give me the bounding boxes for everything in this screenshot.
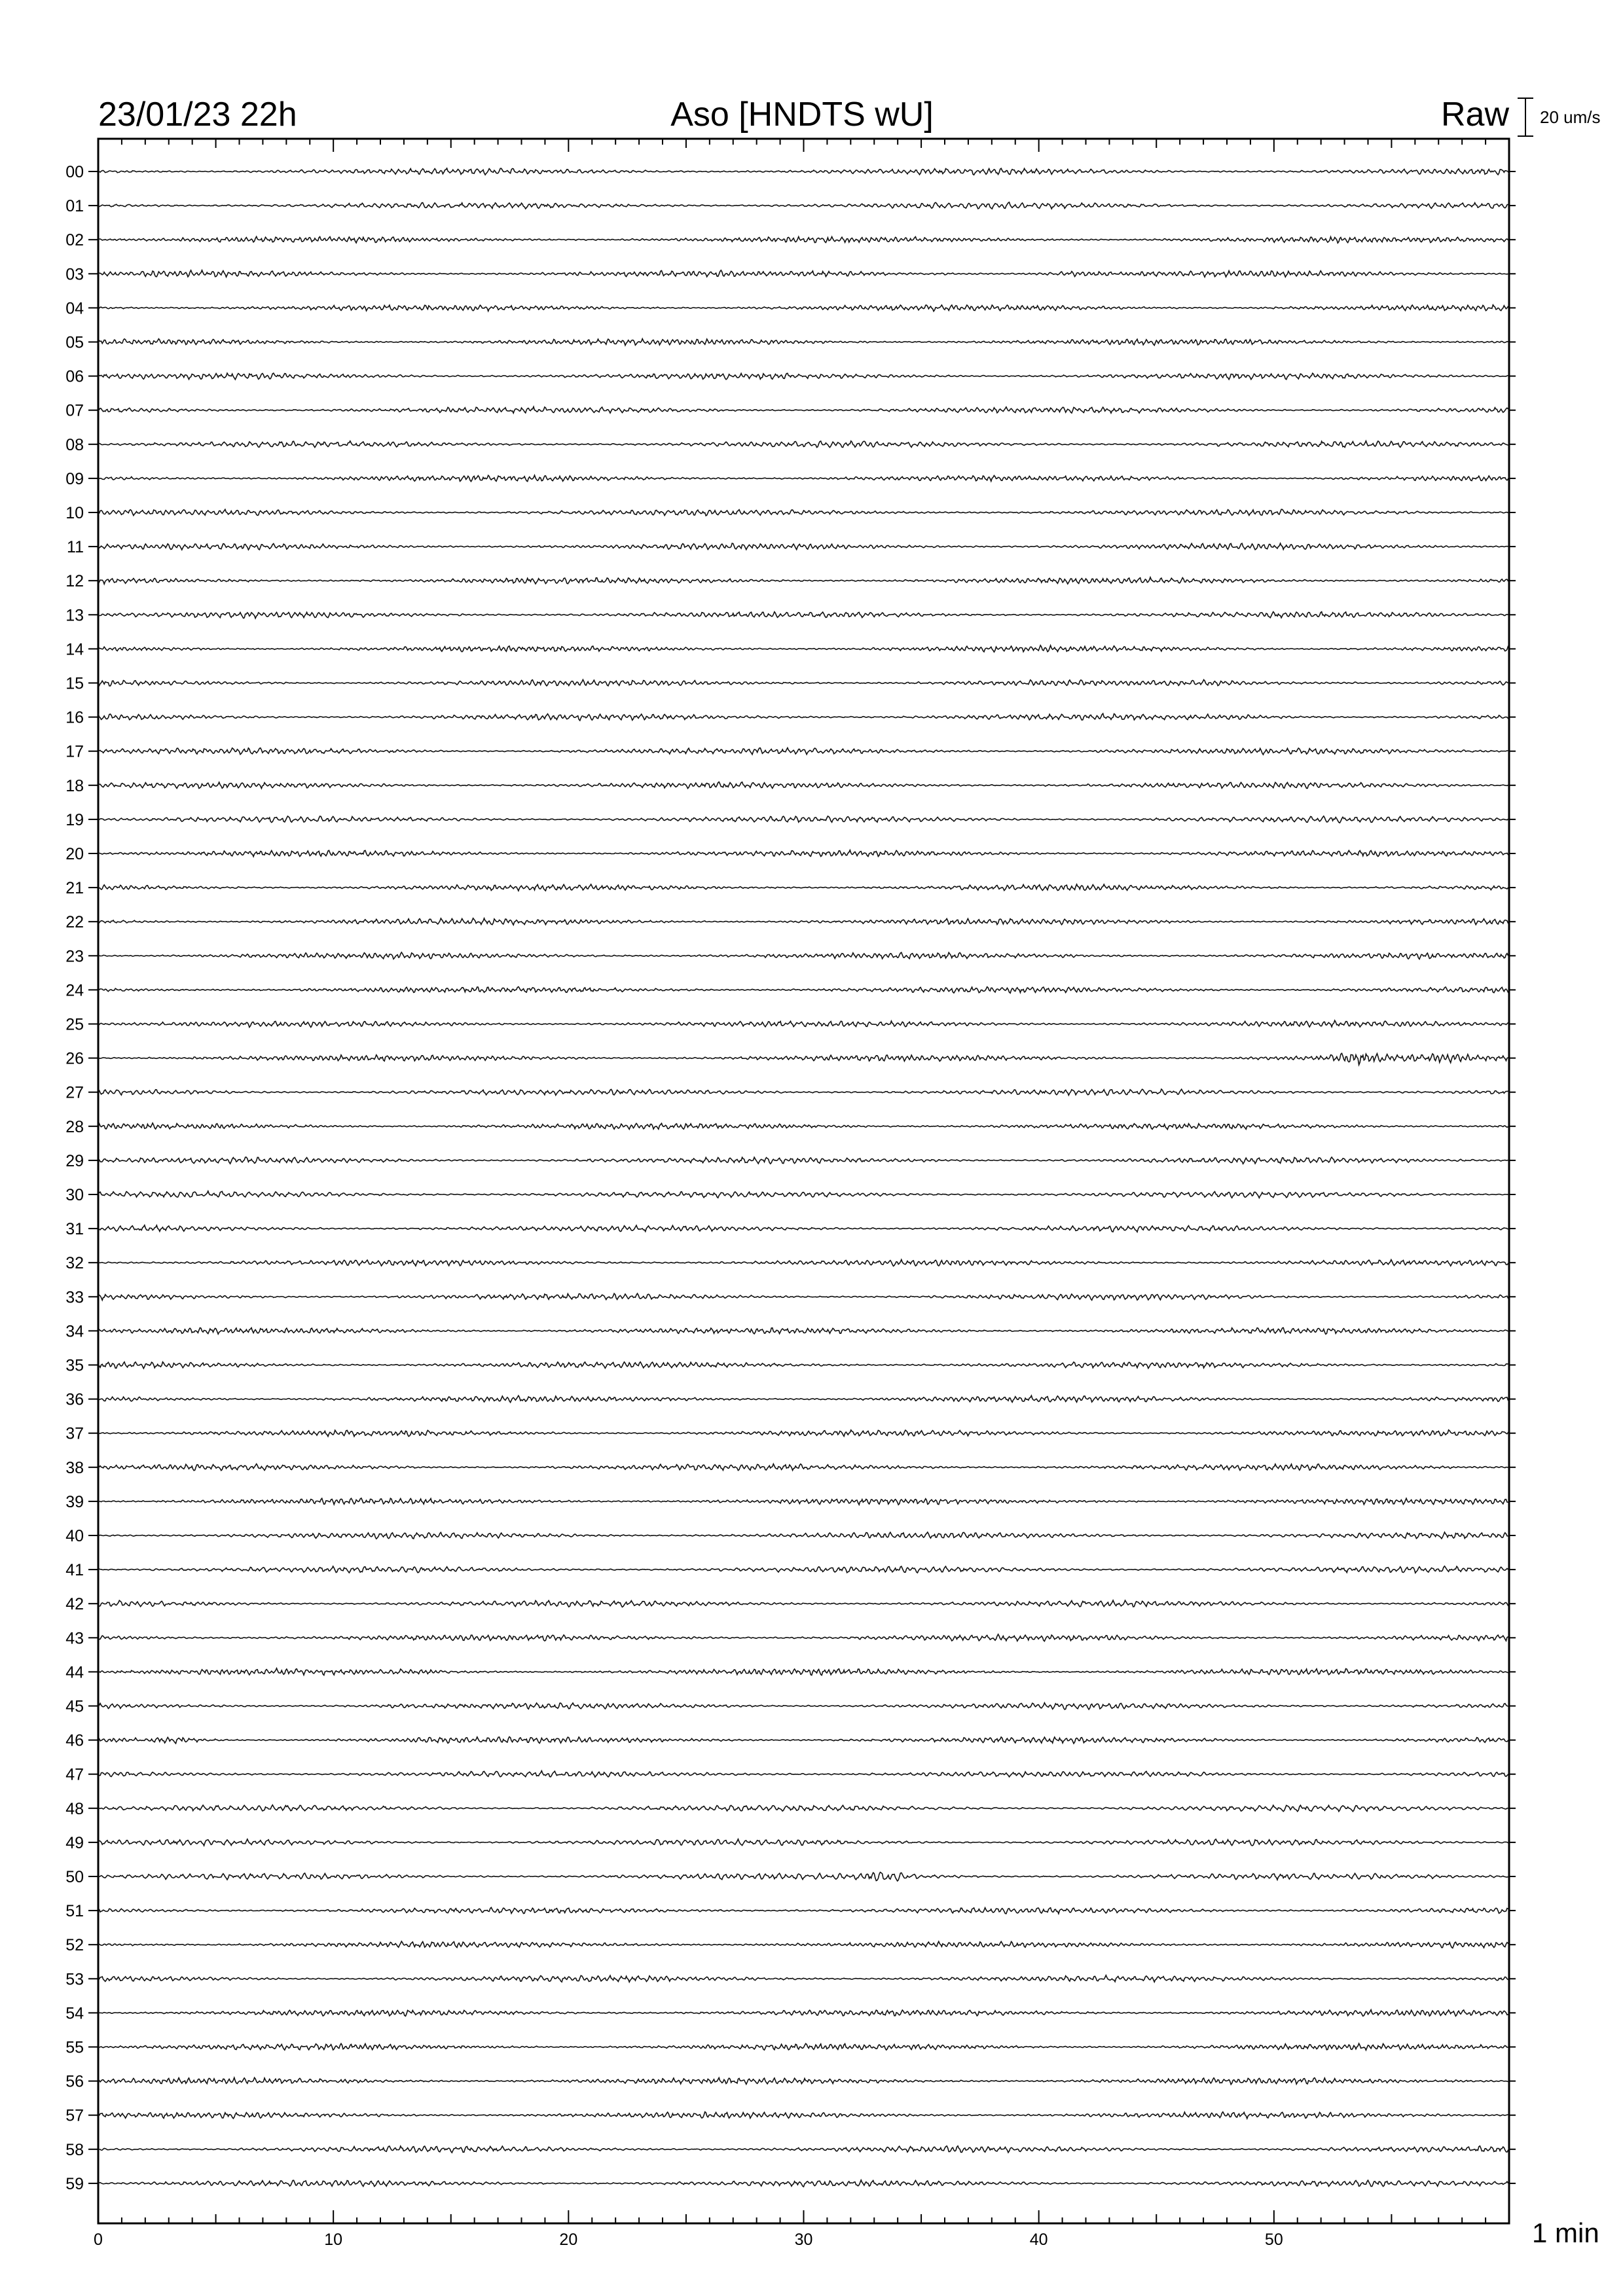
seismic-traces [98,168,1509,2187]
trace-row [98,373,1509,380]
trace-row [98,1703,1509,1710]
trace-row [98,509,1509,516]
row-label: 59 [65,2174,84,2193]
row-label: 33 [65,1288,84,1307]
row-label: 11 [67,538,84,557]
trace-row [98,748,1509,755]
row-label: 10 [65,504,84,522]
trace-row [98,816,1509,823]
x-tick-label: 20 [559,2231,578,2249]
row-label: 47 [65,1765,84,1784]
trace-row [98,2112,1509,2119]
row-label: 20 [65,845,84,863]
bottom-minute-ticks [98,2210,1509,2223]
row-label: 18 [65,776,84,795]
row-label: 44 [65,1663,84,1682]
trace-row [98,2180,1509,2187]
x-tick-label: 10 [324,2231,343,2249]
trace-row [98,2010,1509,2017]
trace-row [98,850,1509,857]
trace-row [98,1053,1509,1065]
row-label: 35 [65,1356,84,1375]
trace-row [98,713,1509,721]
row-label: 34 [65,1322,84,1341]
trace-row [98,782,1509,789]
row-label: 12 [65,572,84,591]
row-label: 08 [65,435,84,454]
trace-row [98,1941,1509,1948]
x-tick-label: 30 [794,2231,813,2249]
trace-row [98,1362,1509,1369]
x-tick-label: 0 [94,2231,103,2249]
trace-row [98,475,1509,482]
trace-row [98,884,1509,891]
row-label: 58 [65,2140,84,2159]
row-label: 50 [65,1868,84,1886]
trace-row [98,645,1509,652]
trace-row [98,2077,1509,2084]
trace-row [98,1123,1509,1130]
x-tick-labels [94,2231,1283,2249]
trace-row [98,270,1509,277]
trace-row [98,1089,1509,1095]
row-label: 09 [65,469,84,488]
row-label: 30 [65,1186,84,1204]
top-minute-ticks [98,139,1509,152]
amplitude-scale-bar [1518,98,1533,136]
row-label: 53 [65,1970,84,1989]
trace-row [98,1260,1509,1266]
trace-row [98,1293,1509,1300]
row-label: 49 [65,1833,84,1852]
row-label: 43 [65,1629,84,1648]
row-label: 37 [65,1424,84,1443]
trace-row [98,987,1509,994]
trace-row [98,1191,1509,1198]
trace-row [98,237,1509,243]
trace-row [98,339,1509,346]
chart-title: Aso [HNDTS wU] [670,96,934,134]
row-label: 28 [65,1117,84,1136]
row-label: 02 [65,231,84,250]
row-labels [65,163,1516,2193]
trace-row [98,679,1509,686]
date-label: 23/01/23 22h [98,96,297,134]
row-label: 36 [65,1390,84,1409]
trace-row [98,1634,1509,1641]
trace-row [98,1771,1509,1778]
row-label: 39 [65,1492,84,1511]
row-label: 56 [65,2072,84,2091]
trace-row [98,1600,1509,1607]
trace-row [98,2043,1509,2050]
row-label: 55 [65,2038,84,2057]
trace-row [98,1975,1509,1982]
row-label: 23 [65,947,84,966]
row-label: 41 [65,1561,84,1580]
row-label: 19 [65,810,84,829]
row-label: 00 [65,163,84,181]
trace-row [98,1907,1509,1914]
row-label: 15 [65,674,84,693]
row-label: 27 [65,1083,84,1102]
row-label: 38 [65,1458,84,1477]
x-tick-label: 40 [1029,2231,1048,2249]
trace-row [98,952,1509,959]
x-tick-label: 50 [1264,2231,1283,2249]
trace-row [98,1225,1509,1232]
trace-row [98,1839,1509,1846]
row-label: 45 [65,1697,84,1716]
row-label: 16 [65,708,84,727]
mode-label: Raw [1440,96,1509,134]
row-label: 13 [65,606,84,625]
trace-row [98,577,1509,584]
row-label: 24 [65,981,84,1000]
trace-row [98,1873,1509,1882]
row-label: 57 [65,2106,84,2125]
row-label: 03 [65,265,84,284]
trace-row [98,441,1509,448]
row-label: 22 [65,913,84,932]
row-label: 05 [65,333,84,352]
trace-row [98,1805,1509,1812]
row-label: 06 [65,367,84,386]
trace-row [98,1566,1509,1573]
row-label: 40 [65,1527,84,1545]
trace-row [98,1020,1509,1027]
trace-row [98,2146,1509,2153]
row-label: 01 [65,197,84,216]
scale-label: 20 um/s [1540,107,1601,127]
trace-row [98,168,1509,175]
x-unit-label: 1 min [1532,2217,1599,2248]
trace-row [98,1464,1509,1471]
trace-row [98,1498,1509,1505]
trace-row [98,543,1509,550]
row-label: 04 [65,299,84,318]
trace-row [98,1532,1509,1539]
trace-row [98,407,1509,414]
trace-row [98,305,1509,312]
trace-row [98,1157,1509,1164]
row-label: 32 [65,1254,84,1273]
trace-row [98,202,1509,209]
row-label: 42 [65,1595,84,1614]
trace-row [98,1430,1509,1437]
row-label: 25 [65,1015,84,1034]
row-label: 54 [65,2004,84,2023]
row-label: 51 [65,1902,84,1921]
row-label: 29 [65,1151,84,1170]
row-label: 31 [65,1220,84,1239]
trace-row [98,1395,1509,1402]
trace-row [98,1737,1509,1744]
row-label: 14 [65,640,84,659]
row-label: 52 [65,1936,84,1955]
trace-row [98,1668,1509,1676]
row-label: 17 [65,742,84,761]
row-label: 46 [65,1731,84,1750]
trace-row [98,918,1509,925]
row-label: 07 [65,401,84,420]
row-label: 48 [65,1799,84,1818]
row-label: 26 [65,1049,84,1068]
row-label: 21 [65,879,84,898]
trace-row [98,612,1509,619]
trace-row [98,1328,1509,1335]
